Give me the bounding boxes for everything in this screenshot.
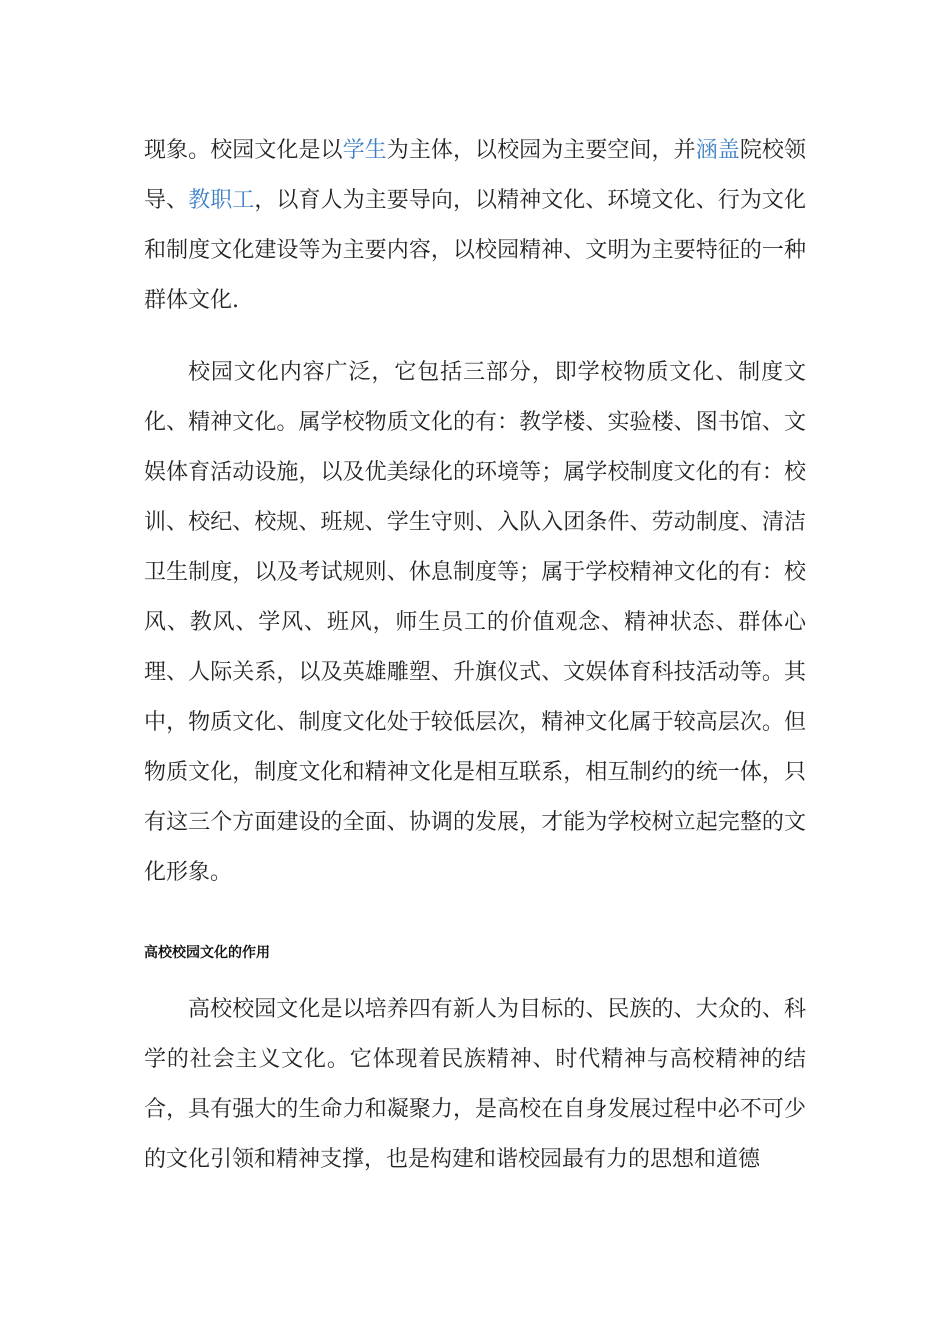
paragraph-spacer xyxy=(144,963,806,985)
paragraph-university-campus-culture: 高校校园文化是以培养四有新人为目标的、民族的、大众的、科学的社会主义文化。它体现着民族精神、时代精神与高校精神的结合，具有强大的生命力和凝聚力，是高校在自身发展过程中必不可少的文化引领和精神支撑，也是构建和谐校园最有力的思想和道德 xyxy=(144,997,806,1172)
paragraph-spacer xyxy=(144,326,806,348)
text-segment: 为主体，以校园为主要空间，并 xyxy=(386,138,696,163)
text-segment: ，以育人为主要导向，以精神文化、环境文化、行为文化和制度文化建设等为主要内容，以校园精神、文明为主要特征的一种群体文化. xyxy=(144,188,806,313)
text-segment: 院校领导、 xyxy=(144,138,806,213)
section-heading: 高校校园文化的作用 xyxy=(144,945,270,961)
paragraph-spacer xyxy=(144,898,806,943)
link-cover[interactable]: 涵盖 xyxy=(695,138,740,163)
link-faculty-staff[interactable]: 教职工 xyxy=(188,188,255,213)
link-student[interactable]: 学生 xyxy=(342,138,387,163)
paragraph-campus-culture-content: 校园文化内容广泛，它包括三部分，即学校物质文化、制度文化、精神文化。属学校物质文化的有：教学楼、实验楼、图书馆、文娱体育活动设施，以及优美绿化的环境等；属学校制度文化的有：校训、校纪、校规、班规、学生守则、入队入团条件、劳动制度、清洁卫生制度，以及考试规则、休息制度等；属于学校精神文化的有：校风、教风、学风、班风，师生员工的价值观念、精神状态、群体心理、人际关系，以及英雄雕塑、升旗仪式、文娱体育科技活动等。其中，物质文化、制度文化处于较低层次，精神文化属于较高层次。但物质文化，制度文化和精神文化是相互联系，相互制约的统一体，只有这三个方面建设的全面、协调的发展，才能为学校树立起完整的文化形象。 xyxy=(144,360,806,885)
paragraph-campus-culture-definition xyxy=(144,126,806,326)
text-segment: 现象。校园文化是以 xyxy=(144,138,343,163)
document-body xyxy=(144,126,806,1185)
